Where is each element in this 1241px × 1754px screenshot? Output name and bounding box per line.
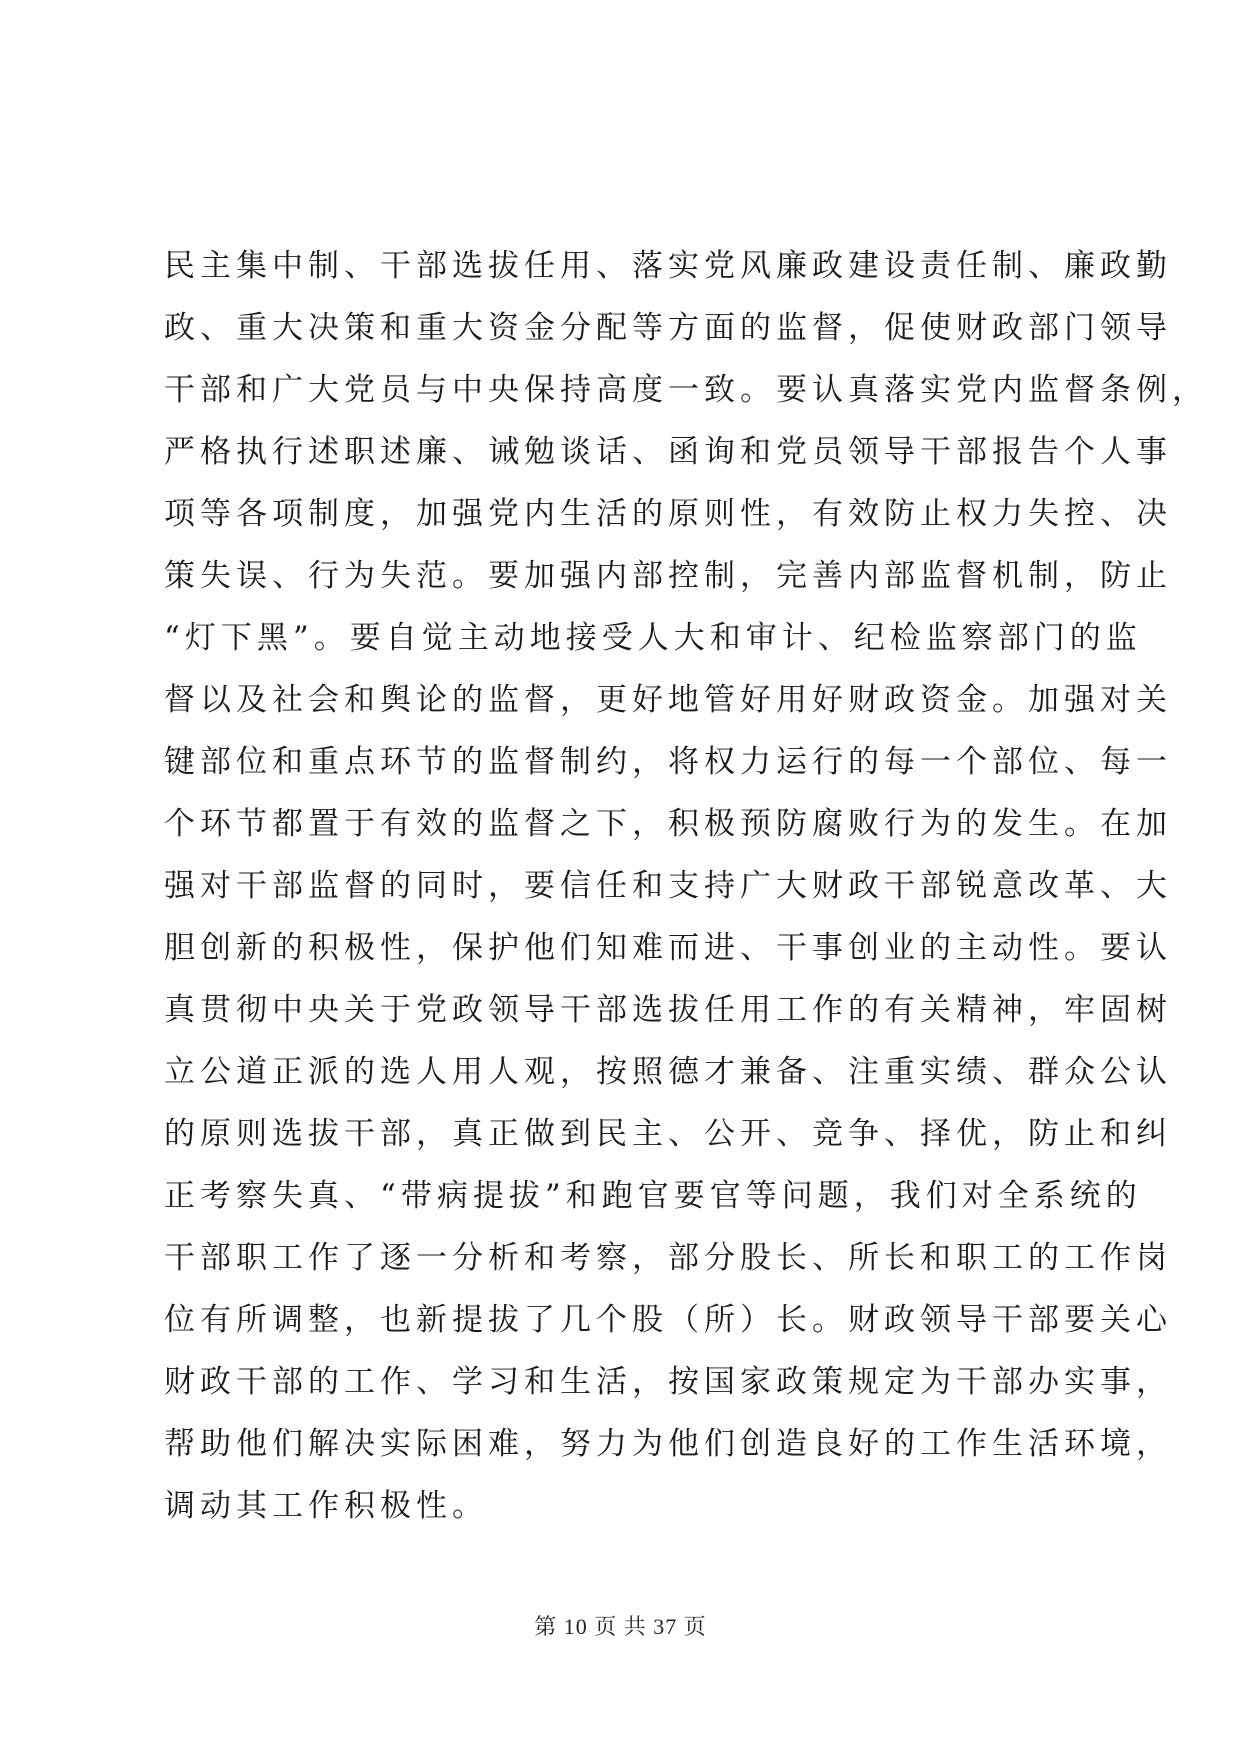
paragraph-line: 位有所调整，也新提拔了几个股（所）长。财政领导干部要关心 xyxy=(164,1302,1172,1338)
paragraph-line: 胆创新的积极性，保护他们知难而进、干事创业的主动性。要认 xyxy=(164,930,1172,966)
paragraph-line: 强对干部监督的同时，要信任和支持广大财政干部锐意改革、大 xyxy=(164,868,1172,904)
paragraph-line: “灯下黑”。要自觉主动地接受人大和审计、纪检监察部门的监 xyxy=(164,620,1142,656)
paragraph-line: 项等各项制度，加强党内生活的原则性，有效防止权力失控、决 xyxy=(164,496,1172,532)
paragraph-line: 正考察失真、“带病提拔”和跑官要官等问题，我们对全系统的 xyxy=(164,1178,1142,1214)
paragraph-line: 财政干部的工作、学习和生活，按国家政策规定为干部办实事， xyxy=(164,1364,1172,1400)
paragraph-line: 严格执行述职述廉、诫勉谈话、函询和党员领导干部报告个人事 xyxy=(164,434,1172,470)
paragraph-line: 政、重大决策和重大资金分配等方面的监督，促使财政部门领导 xyxy=(164,310,1172,346)
paragraph-line: 的原则选拔干部，真正做到民主、公开、竞争、择优，防止和纠 xyxy=(164,1116,1172,1152)
paragraph-line: 键部位和重点环节的监督制约，将权力运行的每一个部位、每一 xyxy=(164,744,1172,780)
paragraph-line: 帮助他们解决实际困难，努力为他们创造良好的工作生活环境， xyxy=(164,1426,1172,1462)
paragraph-line: 调动其工作积极性。 xyxy=(164,1488,488,1524)
paragraph-line: 民主集中制、干部选拔任用、落实党风廉政建设责任制、廉政勤 xyxy=(164,248,1172,284)
paragraph-line: 个环节都置于有效的监督之下，积极预防腐败行为的发生。在加 xyxy=(164,806,1172,842)
paragraph-line: 真贯彻中央关于党政领导干部选拔任用工作的有关精神，牢固树 xyxy=(164,992,1172,1028)
paragraph-line: 策失误、行为失范。要加强内部控制，完善内部监督机制，防止 xyxy=(164,558,1172,594)
body-paragraph xyxy=(164,235,1208,1537)
paragraph-line: 干部职工作了逐一分析和考察，部分股长、所长和职工的工作岗 xyxy=(164,1240,1172,1276)
paragraph-line: 督以及社会和舆论的监督，更好地管好用好财政资金。加强对关 xyxy=(164,682,1172,718)
page-number-footer: 第 10 页 共 37 页 xyxy=(534,1614,707,1639)
paragraph-line: 干部和广大党员与中央保持高度一致。要认真落实党内监督条例， xyxy=(164,372,1208,408)
paragraph-line: 立公道正派的选人用人观，按照德才兼备、注重实绩、群众公认 xyxy=(164,1054,1172,1090)
